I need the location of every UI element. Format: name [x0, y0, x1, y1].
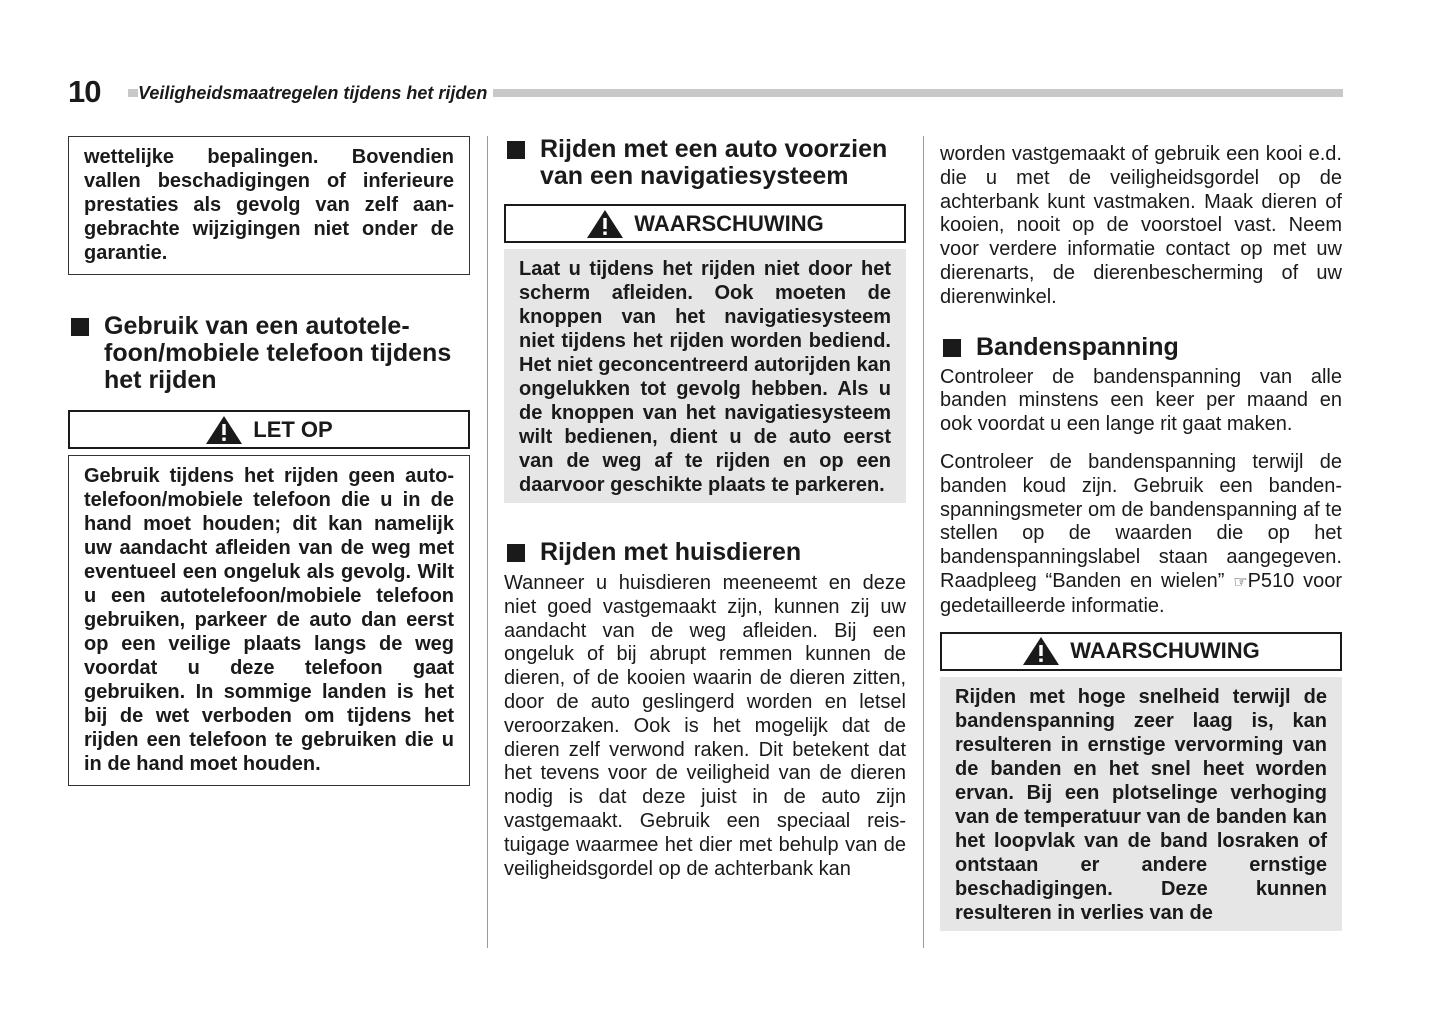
warning-text: Laat u tijdens het rijden niet door het scherm afleiden. Ook moeten de knoppen van het navigatiesysteem niet tijdens het rijden worden bediend. Het niet geconcentreerd autorijden kan ongelukken tot gevolg hebben. Als u de knoppen van het navigatiesysteem wilt bedienen, dient u de auto eerst van de weg af te rijden en op een daarvoor geschikte plaats te parkeren.	[519, 258, 891, 496]
continued-notice-box	[68, 136, 470, 275]
running-title: Veiligheidsmaatregelen tijdens het rijden	[138, 83, 493, 104]
section-heading-navigation-text: Rijden met een auto voorzien van een navigatiesysteem	[540, 135, 888, 190]
warning-triangle-icon	[205, 415, 243, 445]
caution-text: Gebruik tijdens het rijden geen autotelefoon/mobiele telefoon die u in de hand moet houden; dit kan namelijk uw aandacht afleiden van de weg met eventueel een ongeluk als gevolg. Wilt u een autotelefoon/mobiele telefoon gebruiken, parkeer de auto dan eerst op een veilige plaats langs de weg voordat u deze telefoon gaat gebruiken. In sommige landen is het bij de wet verboden om tijdens het rijden een telefoon te gebruiken die u in de hand moet houden.	[84, 465, 454, 775]
page-number: 10	[68, 74, 101, 109]
warning-label-bar	[504, 204, 906, 243]
section-heading-pets	[504, 539, 906, 566]
section-heading-navigation	[504, 136, 906, 190]
warning-label: WAARSCHUWING	[634, 210, 824, 236]
warning-box	[940, 677, 1342, 931]
page-reference-icon: ☞	[1233, 573, 1248, 591]
page-reference-link[interactable]: P510 voor gedetailleerde informatie.	[940, 569, 1343, 617]
warning-label-bar	[940, 632, 1342, 671]
page-header	[68, 72, 1343, 109]
caution-label-bar	[68, 410, 470, 449]
section-heading-tyre-pressure-text: Bandenspanning	[976, 332, 1179, 361]
column-1	[68, 136, 470, 786]
pets-continued-paragraph: worden vastgemaakt of gebruik een kooi e.d. die u met de veiligheidsgordel op de achterbank kunt vastmaken. Maak dieren of kooien, nooit op de voorstoel vast. Neem voor verdere informatie contact op met uw dierenarts, de dierenbescherming of uw dierenwinkel.	[940, 143, 1342, 308]
warning-text: Rijden met hoge snelheid terwijl de bandenspanning zeer laag is, kan resulteren in ernstige vervorming van de banden en het snel heet worden ervan. Bij een plotselinge verhoging van de temperatuur van de banden kan het loopvlak van de band losraken of ontstaan er andere ernstige beschadigingen. Deze kunnen resulteren in verlies van de	[955, 685, 1327, 924]
column-divider	[923, 136, 924, 948]
tyre-paragraph-1: Controleer de bandenspanning van alle banden minstens een keer per maand en ook voordat u een lange rit gaat maken.	[940, 365, 1342, 436]
pets-paragraph: Wanneer u huisdieren meeneemt en deze niet goed vastgemaakt zijn, kunnen zij uw aandacht van de weg afleiden. Bij een ongeluk of bij abrupt remmen kunnen de dieren, of de kooien waarin de dieren zitten, door de auto geslingerd worden en letsel veroorzaken. Ook is het mogelijk dat de dieren zelf verwond raken. Dit betekent dat het tevens voor de veiligheid van de dieren nodig is dat deze juist in de auto zijn vastgemaakt. Gebruik een speciaal reistuigage waarmee het dier met behulp van de veiligheidsgordel op de achterbank kan	[504, 572, 906, 880]
tyre-paragraph-2-text: Controleer de bandenspanning terwijl de banden koud zijn. Gebruik een bandenspanningsmeter om de bandenspanning af te stellen op de waarden die op het bandenspanningslabel staan aangegeven. Raadpleeg “Banden en wielen”	[940, 450, 1342, 592]
section-heading-phone	[68, 313, 470, 394]
column-2	[504, 136, 906, 881]
section-heading-phone-text: Gebruik van een autotelefoon/mobiele telefoon tijdens het rijden	[104, 312, 452, 394]
caution-label: LET OP	[253, 416, 333, 442]
square-bullet-icon	[943, 339, 961, 357]
section-heading-tyre-pressure	[940, 334, 1342, 361]
square-bullet-icon	[507, 141, 525, 159]
column-divider	[487, 136, 488, 948]
tyre-paragraph-2	[940, 451, 1342, 619]
warning-triangle-icon	[1022, 636, 1060, 666]
square-bullet-icon	[507, 544, 525, 562]
caution-box	[68, 455, 470, 786]
section-heading-pets-text: Rijden met huisdieren	[540, 538, 802, 566]
warning-box	[504, 249, 906, 503]
continued-notice-text: wettelijke bepalingen. Bovendien vallen beschadigingen of inferieure prestaties als gevolg van zelf aangebrachte wijzigingen niet onder de garantie.	[84, 146, 454, 264]
warning-triangle-icon	[586, 209, 624, 239]
square-bullet-icon	[71, 318, 89, 336]
warning-label: WAARSCHUWING	[1070, 638, 1260, 664]
column-3	[940, 136, 1342, 931]
